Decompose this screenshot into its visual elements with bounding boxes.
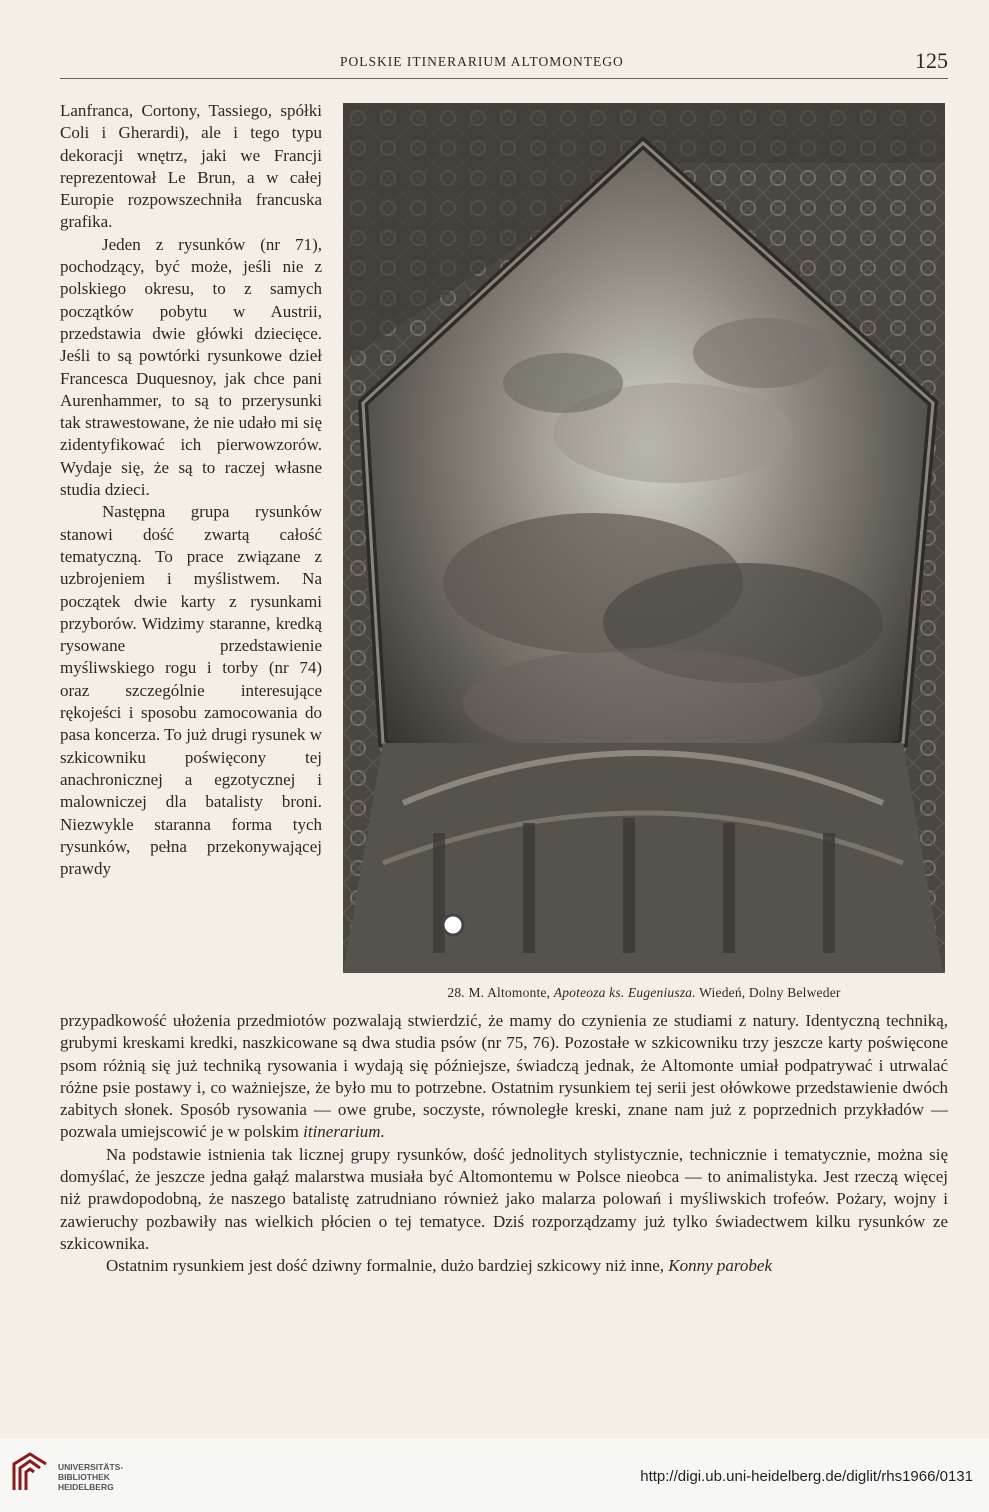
library-logo-icon — [10, 1450, 50, 1494]
caption-prefix: 28. M. Altomonte, — [447, 985, 554, 1000]
italic-term: itinerarium. — [303, 1122, 385, 1142]
paragraph-text: przypadkowość ułożenia przedmiotów pozwalają stwierdzić, że mamy do czynienia ze studiami z natury. Identyczną techniką, grubymi kreskami kredki, naszkicowane są dwa studia psów (nr 75, 76). Pozostałe w szkicowniku trzy jeszcze karty poświęcone psom różnią się już techniką rysowania i wydają się późniejsze, świadczą jednak, że Altomonte umiał podpatrywać i utrwalać różne psie postawy i, co ważniejsze, że było mu to potrzebne. Ostatnim rysunkiem tej serii jest ołówkowe przedstawienie dwóch zabitych słonek. Sposób rysowania — owe grube, soczyste, równoległe kreski, znane nam już z poprzednich przykładów — pozwala umiejscowić je w polskim — [60, 1011, 948, 1142]
italic-title: Konny parobek — [668, 1256, 772, 1276]
paragraph: Lanfranca, Cortony, Tassiego, spółki Coli i Gherardi), ale i tego typu dekoracji wnętrz, jaki we Francji reprezentował Le Brun, a w całej Europie rozpowszechniła francuska grafika. — [60, 101, 322, 232]
full-width-text — [60, 1010, 948, 1278]
figure-caption — [343, 985, 945, 1001]
library-name: UNIVERSITÄTS- BIBLIOTHEK HEIDELBERG — [58, 1462, 124, 1492]
left-text-column — [60, 100, 322, 880]
paragraph — [60, 1255, 948, 1277]
paragraph-text: Ostatnim rysunkiem jest dość dziwny formalnie, dużo bardziej szkicowy niż inne, — [106, 1256, 669, 1276]
page-number: 125 — [915, 48, 948, 73]
fresco-illustration — [343, 103, 945, 973]
running-header — [60, 48, 948, 79]
paragraph: Jeden z rysunków (nr 71), pochodzący, być może, jeśli nie z polskiego okresu, to z samych początków pobytu w Austrii, przedstawia dwie główki dziecięce. Jeśli to są powtórki rysunkowe dzieł Francesca Duquesnoy, jak chce pani Aurenhammer, to są to przerysunki tak strawestowane, że nie udało mi się zidentyfikować ich pierwowzorów. Wydaje się, że są to raczej własne studia dzieci. — [60, 234, 322, 500]
permalink-url[interactable]: http://digi.ub.uni-heidelberg.de/diglit/rhs1966/0131 — [640, 1468, 973, 1485]
running-title: POLSKIE ITINERARIUM ALTOMONTEGO — [340, 54, 624, 69]
paragraph: Na podstawie istnienia tak licznej grupy rysunków, dość jednolitych stylistycznie, technicznie i tematycznie, można się domyślać, że jeszcze jedna gałąź malarstwa musiała być Altomontemu w Polsce nieobca — to animalistyka. Jest rzeczą więcej niż prawdopodobną, że naszego batalistę zatrudniano również jako malarza polowań i myśliwskich trofeów. Pożary, wojny i zawieruchy pozbawiły nas wielkich płócien o tej tematyce. Dziś rozporządzamy już tylko świadectwem kilku rysunków ze szkicownika. — [60, 1144, 948, 1253]
caption-title: Apoteoza ks. Eugeniusza. — [553, 985, 696, 1000]
digital-library-footer — [0, 1438, 989, 1512]
paragraph — [60, 1010, 948, 1144]
paragraph: Następna grupa rysunków stanowi dość zwartą całość tematyczną. To prace związane z uzbrojeniem i myślistwem. Na początek dwie karty z rysunkami przyborów. Widzimy staranne, kredką rysowane przedstawienie myśliwskiego rogu i torby (nr 74) oraz szczególnie interesujące rękojeści i sposobu zamocowania do pasa koncerza. To już drugi rysunek w szkicowniku poświęcony tej anachronicznej a egzotycznej i malowniczej dla batalisty broni. Niezwykle staranna forma tych rysunków, pełna przekonywającej prawdy — [60, 502, 322, 879]
caption-suffix: Wiedeń, Dolny Belweder — [695, 985, 841, 1000]
ceiling-fresco-photo — [343, 103, 945, 973]
